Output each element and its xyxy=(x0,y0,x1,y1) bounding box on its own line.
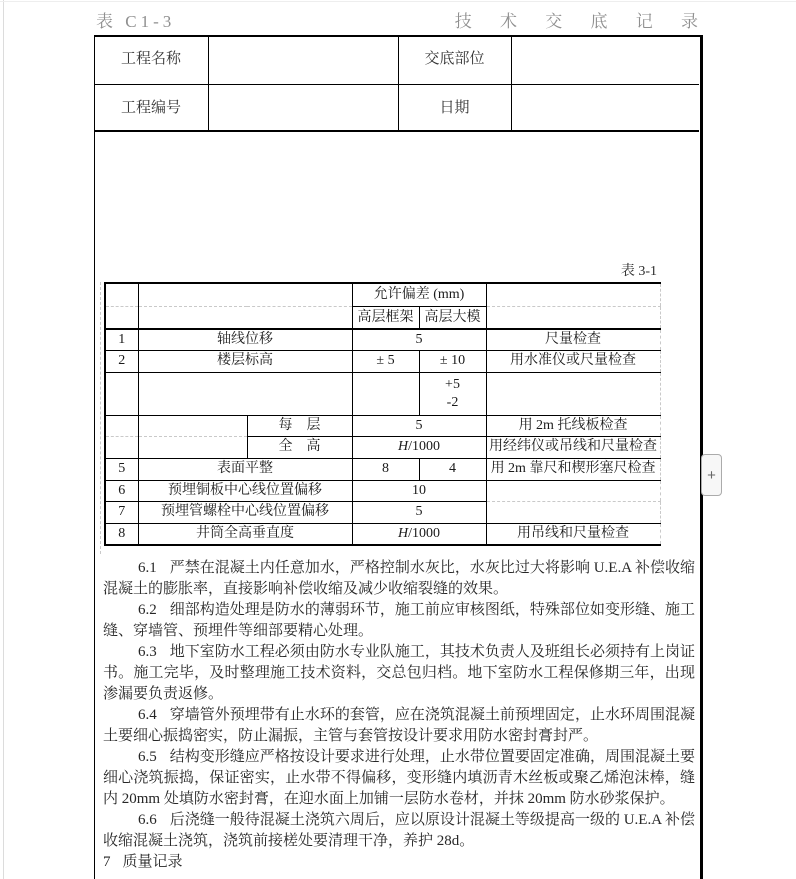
row4b-sublabel: 全 高 xyxy=(247,436,352,458)
table-row-8 xyxy=(105,523,660,545)
paragraph-text: 严禁在混凝土内任意加水，严格控制水灰比，水灰比过大将影响 U.E.A 补偿收缩混凝土的膨胀率，直接影响补偿收缩及减少收缩裂缝的效果。 xyxy=(103,560,695,597)
table-row-6 xyxy=(105,480,660,501)
paragraph-text: 细部构造处理是防水的薄弱环节，施工前应审核图纸，特殊部位如变形缝、施工缝、穿墙管、预埋件等细部要精心处理。 xyxy=(103,602,695,639)
row7-method xyxy=(486,501,660,523)
plus-icon: + xyxy=(707,466,716,484)
row3-value-line2: -2 xyxy=(446,394,459,410)
col-bigmold-header-cell: 高层大模 xyxy=(419,306,486,329)
row5-bigmold-value: 4 xyxy=(419,458,486,480)
disclosure-part-field[interactable] xyxy=(512,35,699,83)
row6-item: 预埋铜板中心线位置偏移 xyxy=(138,480,352,501)
paragraph-6-5 xyxy=(103,747,695,810)
paragraph-text: 穿墙管外预埋带有止水环的套管，应在浇筑混凝土前预埋固定，止水环周围混凝土要细心振捣密实，防止漏振，主管与套管按设计要求用防水密封膏封严。 xyxy=(103,707,695,744)
table-row-2 xyxy=(105,350,660,372)
row8-method: 用吊线和尺量检查 xyxy=(486,523,660,545)
body-text xyxy=(103,558,695,873)
paragraph-text: 后浇缝一般待混凝土浇筑六周后，应以原设计混凝土等级提高一级的 U.E.A 补偿收缩混凝土浇筑，浇筑前接槎处要清理干净，养护 28d。 xyxy=(103,812,695,849)
paragraph-number: 6.6 xyxy=(138,812,157,828)
row3-value-line1: +5 xyxy=(445,377,460,392)
paragraph-number: 6.5 xyxy=(138,749,157,765)
paragraph-number: 6.3 xyxy=(138,644,157,660)
paragraph-6-2 xyxy=(103,600,695,642)
row4b-item-left xyxy=(138,436,247,458)
page-top-edge-line xyxy=(0,1,796,2)
row8-item: 井筒全高垂直度 xyxy=(138,523,352,545)
header1-item-cell xyxy=(138,283,352,306)
allow-deviation-header-cell: 允许偏差 (mm) xyxy=(352,283,486,306)
project-no-label: 工程编号 xyxy=(120,100,181,116)
disclosure-part-label: 交底部位 xyxy=(424,51,485,67)
table-row-4a xyxy=(105,415,660,436)
expand-plus-button[interactable] xyxy=(701,454,722,496)
row3-item xyxy=(138,372,352,415)
row8-value: H/1000 xyxy=(352,523,486,545)
date-label: 日期 xyxy=(439,100,470,116)
row8-no: 8 xyxy=(105,523,138,545)
table-row-header1 xyxy=(105,283,660,306)
paragraph-6-3 xyxy=(103,642,695,705)
col-frame-header-cell: 高层框架 xyxy=(352,306,419,329)
row4b-no xyxy=(105,436,138,458)
header2-item-cell xyxy=(138,306,352,329)
row4a-method: 用 2m 托线板检查 xyxy=(486,415,660,436)
row4b-method: 用经纬仪或吊线和尺量检查 xyxy=(486,436,660,458)
section-title: 质量记录 xyxy=(122,854,183,870)
paragraph-6-4 xyxy=(103,705,695,747)
table-row-3 xyxy=(105,372,660,415)
header1-method-cell xyxy=(486,283,660,306)
row7-no: 7 xyxy=(105,501,138,523)
row4a-item-left xyxy=(138,415,247,436)
row5-method: 用 2m 靠尺和楔形塞尺检查 xyxy=(486,458,660,480)
row2-frame-value: ± 5 xyxy=(352,350,419,372)
header1-no-cell xyxy=(105,283,138,306)
row2-no: 2 xyxy=(105,350,138,372)
table-row-4b xyxy=(105,436,660,458)
paragraph-6-1 xyxy=(103,558,695,600)
row5-item: 表面平整 xyxy=(138,458,352,480)
row5-frame-value: 8 xyxy=(352,458,419,480)
section-number: 7 xyxy=(103,854,111,870)
row3-method xyxy=(486,372,660,415)
table31-caption: 表 3-1 xyxy=(620,264,657,279)
paragraph-text: 结构变形缝应严格按设计要求进行处理，止水带位置要固定准确，周围混凝土要细心浇筑振捣，保证密实，止水带不得偏移，变形缝内填沥青木丝板或聚乙烯泡沫棒，缝内 20mm 处填防水密封膏，在迎水面上加铺一层防水卷材，并抹 20mm 防水砂浆保护。 xyxy=(103,749,695,807)
row1-item: 轴线位移 xyxy=(138,329,352,350)
row4a-sublabel: 每 层 xyxy=(247,415,352,436)
page-left-edge-line xyxy=(3,0,4,879)
row6-no: 6 xyxy=(105,480,138,501)
row1-no: 1 xyxy=(105,329,138,350)
paragraph-text: 地下室防水工程必须由防水专业队施工，其技术负责人及班组长必须持有上岗证书。施工完毕，及时整理施工技术资料，交总包归档。地下室防水工程保修期三年，出现渗漏要负责返修。 xyxy=(103,644,695,702)
row6-method xyxy=(486,480,660,501)
row2-bigmold-value: ± 10 xyxy=(419,350,486,372)
table-row-7 xyxy=(105,501,660,523)
table-row-1 xyxy=(105,329,660,350)
row1-method: 尺量检查 xyxy=(486,329,660,350)
row7-item: 预埋管螺栓中心线位置偏移 xyxy=(138,501,352,523)
project-no-field[interactable] xyxy=(209,84,398,132)
paragraph-6-6 xyxy=(103,810,695,852)
row4a-value: 5 xyxy=(352,415,486,436)
section-7-heading xyxy=(103,852,695,873)
paragraph-number: 6.4 xyxy=(138,707,157,723)
row3-bigmold-value xyxy=(419,372,486,415)
date-field[interactable] xyxy=(512,84,699,132)
project-name-field[interactable] xyxy=(209,35,398,83)
table31-left-gridline-dashed xyxy=(100,282,101,554)
page-title: 技 术 交 底 记 录 xyxy=(454,12,710,31)
paragraph-number: 6.2 xyxy=(138,602,157,618)
row4a-no xyxy=(105,415,138,436)
row7-value: 5 xyxy=(352,501,486,523)
form-code-label: 表 C1-3 xyxy=(96,12,176,31)
project-name-label: 工程名称 xyxy=(120,51,181,67)
paragraph-number: 6.1 xyxy=(138,560,157,576)
row6-value: 10 xyxy=(352,480,486,501)
row2-method: 用水准仪或尺量检查 xyxy=(486,350,660,372)
row5-no: 5 xyxy=(105,458,138,480)
row2-item: 楼层标高 xyxy=(138,350,352,372)
tolerance-table xyxy=(104,282,661,546)
row3-frame-value xyxy=(352,372,419,415)
row3-no xyxy=(105,372,138,415)
table-row-5 xyxy=(105,458,660,480)
header2-no-cell xyxy=(105,306,138,329)
table-row-header2 xyxy=(105,306,660,329)
row4b-value: H/1000 xyxy=(352,436,486,458)
row1-value: 5 xyxy=(352,329,486,350)
header2-method-cell xyxy=(486,306,660,329)
